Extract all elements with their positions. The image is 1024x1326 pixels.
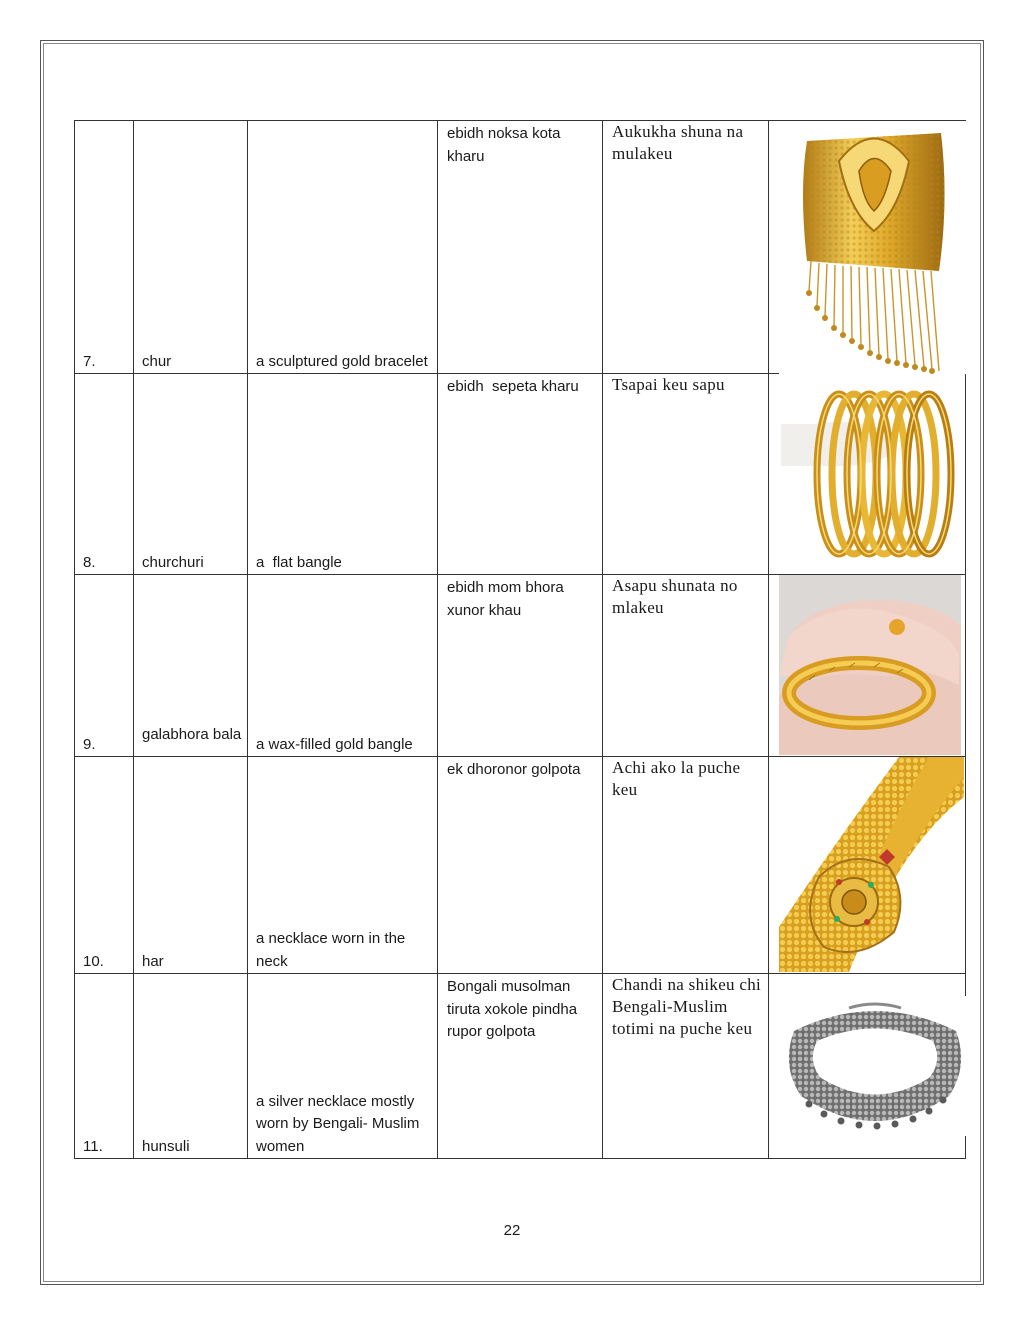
gold-bangle-on-wrist-photo xyxy=(779,575,961,755)
translit-text: ebidh mom bhora xunor khau xyxy=(447,579,564,619)
meaning-text: a wax-filled gold bangle xyxy=(256,735,413,753)
translit-cell xyxy=(438,121,603,374)
translit-cell xyxy=(438,974,603,1159)
serial-number: 10. xyxy=(83,952,104,970)
gold-cuff-bracelet-photo xyxy=(779,121,971,374)
term-text: har xyxy=(142,952,164,970)
serial-cell xyxy=(75,575,134,757)
serial-number: 11. xyxy=(83,1137,103,1155)
local-cell xyxy=(603,374,769,575)
page-number: 22 xyxy=(503,1222,521,1239)
serial-number: 9. xyxy=(83,735,96,753)
local-cell xyxy=(603,121,769,374)
translit-text: ek dhoronor golpota xyxy=(447,761,581,778)
translit-cell xyxy=(438,757,603,974)
translit-cell xyxy=(438,575,603,757)
local-text: Tsapai keu sapu xyxy=(612,375,725,394)
meaning-text: a silver necklace mostly worn by Bengali- Muslim women xyxy=(256,1092,420,1155)
meaning-cell xyxy=(248,374,438,575)
serial-cell xyxy=(75,757,134,974)
term-text: churchuri xyxy=(142,553,204,571)
translit-text: Bongali musolman tiruta xokole pindha rupor golpota xyxy=(447,978,578,1040)
gold-bangles-stack-photo xyxy=(779,384,959,562)
local-text: Asapu shunata no mlakeu xyxy=(612,576,738,617)
table-row xyxy=(75,974,966,1159)
local-cell xyxy=(603,974,769,1159)
silver-necklace-photo xyxy=(779,996,971,1136)
image-cell xyxy=(769,974,966,1159)
gold-necklace-photo xyxy=(779,757,964,972)
translit-text: ebidh sepeta kharu xyxy=(447,378,579,395)
term-text: galabhora bala xyxy=(142,725,242,743)
meaning-text: a sculptured gold bracelet xyxy=(256,352,428,370)
term-text: chur xyxy=(142,352,172,370)
table-row xyxy=(75,757,966,974)
serial-cell xyxy=(75,974,134,1159)
serial-cell xyxy=(75,121,134,374)
term-cell xyxy=(134,575,248,757)
serial-number: 8. xyxy=(83,553,96,571)
meaning-text: a necklace worn in the neck xyxy=(256,930,406,970)
table-row xyxy=(75,575,966,757)
term-cell xyxy=(134,757,248,974)
image-cell xyxy=(769,121,966,374)
term-cell xyxy=(134,974,248,1159)
term-cell xyxy=(134,374,248,575)
meaning-cell xyxy=(248,121,438,374)
image-cell xyxy=(769,757,966,974)
translit-cell xyxy=(438,374,603,575)
serial-number: 7. xyxy=(83,352,96,370)
translit-text: ebidh noksa kota kharu xyxy=(447,125,561,165)
local-cell xyxy=(603,757,769,974)
image-cell xyxy=(769,575,966,757)
local-text: Achi ako la puche keu xyxy=(612,758,741,799)
jewellery-table xyxy=(74,120,966,1159)
local-text: Chandi na shikeu chi Bengali-Muslim totimi na puche keu xyxy=(612,975,762,1038)
serial-cell xyxy=(75,374,134,575)
meaning-cell xyxy=(248,575,438,757)
image-cell xyxy=(769,374,966,575)
table-row xyxy=(75,374,966,575)
table-row xyxy=(75,121,966,374)
local-text: Aukukha shuna na mulakeu xyxy=(612,122,744,163)
meaning-cell xyxy=(248,757,438,974)
local-cell xyxy=(603,575,769,757)
term-text: hunsuli xyxy=(142,1137,190,1155)
meaning-cell xyxy=(248,974,438,1159)
term-cell xyxy=(134,121,248,374)
meaning-text: a flat bangle xyxy=(256,553,342,571)
